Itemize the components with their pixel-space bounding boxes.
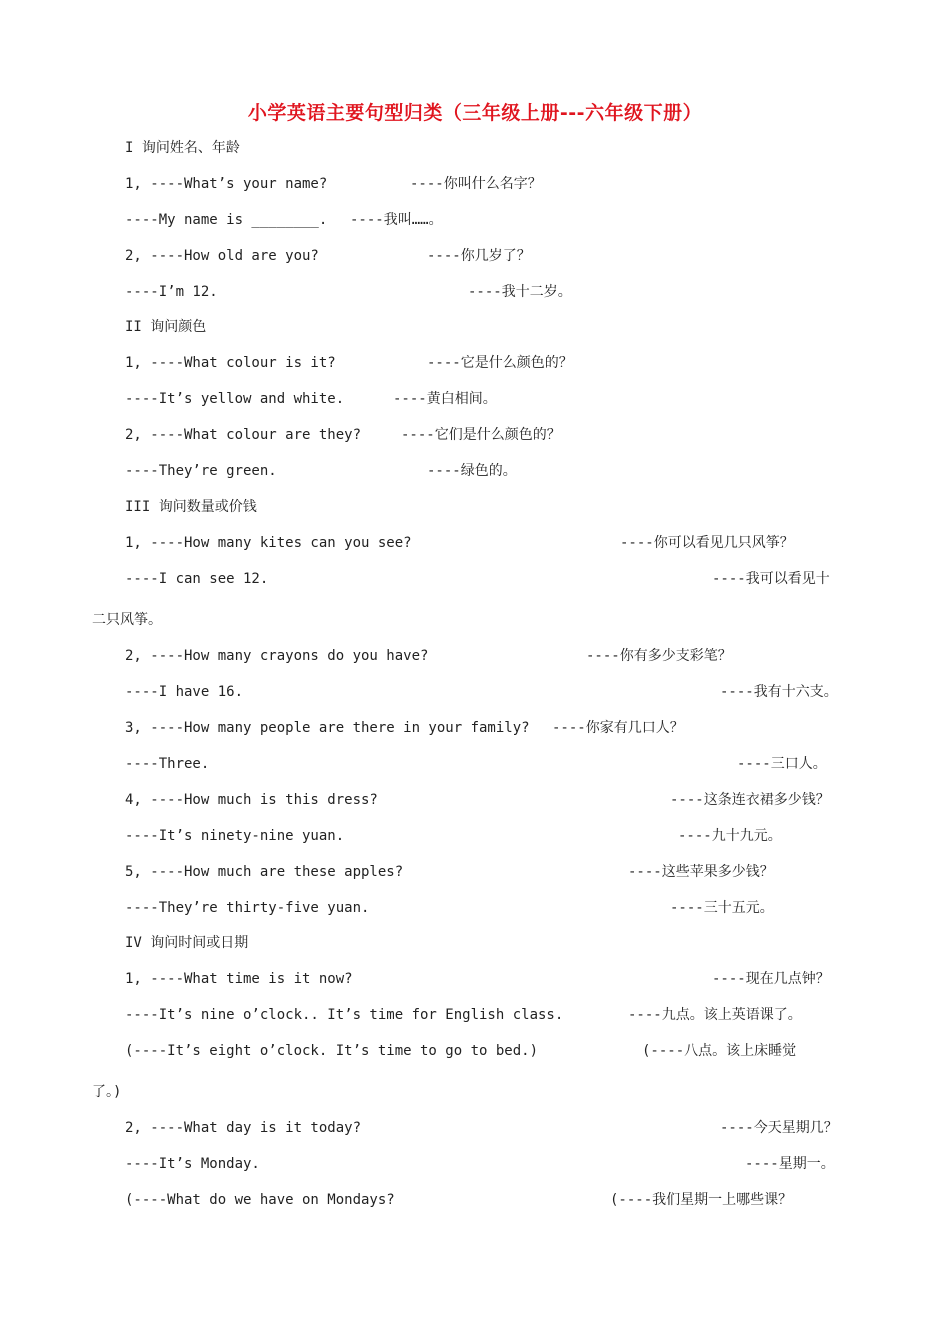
section-heading-time-date: IV 询问时间或日期 <box>125 935 249 951</box>
sentence-en: ----I have 16. <box>125 684 244 700</box>
sentence-en: 2, ----What day is it today? <box>125 1120 362 1136</box>
sentence-en: 3, ----How many people are there in your family? <box>125 720 530 736</box>
sentence-en: 1, ----What’s your name? <box>125 176 328 192</box>
sentence-en: ----It’s Monday. <box>125 1156 260 1172</box>
section-heading-colour: II 询问颜色 <box>125 319 207 335</box>
sentence-zh: ----你可以看见几只风筝？ <box>620 535 794 551</box>
sentence-en: (----It’s eight o’clock. It’s time to go to bed.) <box>125 1043 539 1059</box>
sentence-zh-continued: 了。) <box>92 1084 122 1100</box>
sentence-en: ----It’s ninety-nine yuan. <box>125 828 345 844</box>
sentence-en: 2, ----What colour are they? <box>125 427 362 443</box>
sentence-zh: ----它是什么颜色的？ <box>427 355 573 371</box>
sentence-zh: ----你家有几口人？ <box>552 720 684 736</box>
sentence-zh: ----我十二岁。 <box>468 284 572 300</box>
sentence-zh: ----这条连衣裙多少钱？ <box>670 792 830 808</box>
sentence-zh: ----你叫什么名字？ <box>410 176 542 192</box>
sentence-zh: ----九点。该上英语课了。 <box>628 1007 802 1023</box>
sentence-zh: ----黄白相间。 <box>393 391 497 407</box>
sentence-zh: ----你几岁了？ <box>427 248 531 264</box>
sentence-en: ----I’m 12. <box>125 284 218 300</box>
sentence-zh: ----三十五元。 <box>670 900 774 916</box>
sentence-zh: (----八点。该上床睡觉 <box>642 1043 797 1059</box>
section-heading-name-age: I 询问姓名、年龄 <box>125 140 240 156</box>
sentence-zh: ----现在几点钟？ <box>712 971 830 987</box>
sentence-zh-continued: 二只风筝。 <box>92 612 162 628</box>
sentence-zh: ----这些苹果多少钱？ <box>628 864 774 880</box>
sentence-en: ----I can see 12. <box>125 571 269 587</box>
sentence-zh: ----我叫……。 <box>350 212 443 228</box>
sentence-en: 5, ----How much are these apples? <box>125 864 404 880</box>
sentence-en: ----Three. <box>125 756 210 772</box>
sentence-en: (----What do we have on Mondays? <box>125 1192 395 1208</box>
sentence-en: 2, ----How many crayons do you have? <box>125 648 429 664</box>
sentence-en: ----It’s nine o’clock.. It’s time for English class. <box>125 1007 564 1023</box>
sentence-zh: ----它们是什么颜色的？ <box>401 427 561 443</box>
sentence-en: ----They’re thirty-five yuan. <box>125 900 370 916</box>
sentence-zh: (----我们星期一上哪些课？ <box>610 1192 793 1208</box>
sentence-zh: ----我可以看见十 <box>712 571 830 587</box>
sentence-en: 1, ----What time is it now? <box>125 971 353 987</box>
sentence-en: ----They’re green. <box>125 463 277 479</box>
section-heading-quantity-price: III 询问数量或价钱 <box>125 499 257 515</box>
sentence-en: 1, ----What colour is it? <box>125 355 336 371</box>
sentence-en: 1, ----How many kites can you see? <box>125 535 412 551</box>
sentence-zh: ----绿色的。 <box>427 463 517 479</box>
page-title: 小学英语主要句型归类（三年级上册---六年级下册） <box>247 102 703 124</box>
sentence-zh: ----今天星期几？ <box>720 1120 838 1136</box>
sentence-zh: ----我有十六支。 <box>720 684 838 700</box>
sentence-zh: ----九十九元。 <box>678 828 782 844</box>
sentence-en: ----It’s yellow and white. <box>125 391 345 407</box>
sentence-en: 4, ----How much is this dress? <box>125 792 378 808</box>
sentence-zh: ----三口人。 <box>737 756 827 772</box>
sentence-en: ----My name is ________. <box>125 212 328 228</box>
sentence-en: 2, ----How old are you? <box>125 248 319 264</box>
sentence-zh: ----星期一。 <box>745 1156 835 1172</box>
sentence-zh: ----你有多少支彩笔？ <box>586 648 732 664</box>
